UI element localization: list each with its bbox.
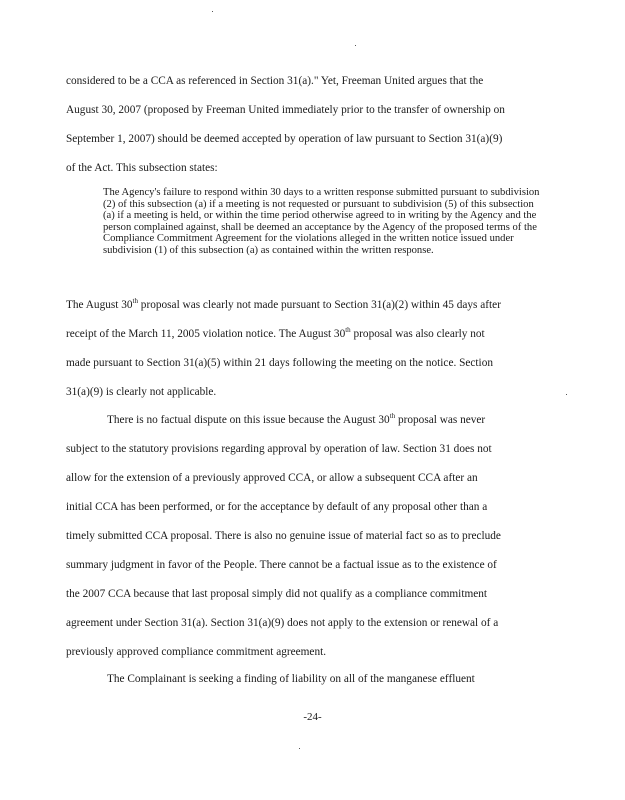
body-line: previously approved compliance commitment agreement. [66, 646, 327, 658]
text-run: receipt of the March 11, 2005 violation notice. The August 30 [66, 328, 346, 340]
body-line [66, 298, 546, 312]
block-quote-text: The Agency's failure to respond within 30 days to a written response submitted pursuant to subdivision (2) of this subsection (a) if a meeting is not requested or pursuant to subdivision (5) of this subsection (a) if a meeting is held, or within the time period otherwise agreed to in writing by the Agency and the person complained against, shall be deemed an acceptance by the Agency of the proposed terms of the Compliance Commitment Agreement for the violations alleged in the written notice issued under subdivision (1) of this subsection (a) as contained within the written response. [103, 187, 540, 256]
superscript: th [389, 412, 396, 421]
body-line: the 2007 CCA because that last proposal simply did not qualify as a compliance commitment [66, 588, 488, 600]
body-line: considered to be a CCA as referenced in Section 31(a)." Yet, Freeman United argues that the [66, 75, 484, 87]
body-line: subject to the statutory provisions regarding approval by operation of law. Section 31 does not [66, 443, 492, 455]
body-line: of the Act. This subsection states: [66, 162, 218, 174]
superscript: th [132, 297, 138, 306]
body-line: 31(a)(9) is clearly not applicable. [66, 386, 217, 398]
body-line: allow for the extension of a previously approved CCA, or allow a subsequent CCA after an [66, 472, 478, 484]
body-line: agreement under Section 31(a). Section 31(a)(9) does not apply to the extension or renewal of a [66, 617, 499, 629]
body-line: August 30, 2007 (proposed by Freeman United immediately prior to the transfer of ownership on [66, 104, 505, 116]
text-run: The August 30 [66, 299, 133, 311]
scan-speck [566, 394, 567, 395]
scan-speck [355, 45, 356, 46]
body-line: September 1, 2007) should be deemed accepted by operation of law pursuant to Section 31(a)(9) [66, 133, 503, 145]
body-line [107, 413, 587, 427]
text-run: proposal was also clearly not [350, 328, 485, 340]
page-number: -24- [303, 711, 322, 723]
text-run: proposal was clearly not made pursuant to Section 31(a)(2) within 45 days after [137, 299, 501, 311]
body-line: initial CCA has been performed, or for the acceptance by default of any proposal other than a [66, 501, 488, 513]
text-run: There is no factual dispute on this issue because the August 30 [107, 414, 390, 426]
body-line: The Complainant is seeking a finding of liability on all of the manganese effluent [107, 673, 475, 685]
body-line [66, 327, 546, 341]
text-run: proposal was never [395, 414, 486, 426]
scan-speck [212, 11, 213, 12]
body-line: timely submitted CCA proposal. There is also no genuine issue of material fact so as to preclude [66, 530, 501, 542]
body-line: made pursuant to Section 31(a)(5) within 21 days following the meeting on the notice. Section [66, 357, 493, 369]
superscript: th [345, 326, 351, 335]
scan-speck [299, 748, 300, 749]
body-line: summary judgment in favor of the People. There cannot be a factual issue as to the existence of [66, 559, 497, 571]
block-quote [103, 187, 543, 257]
